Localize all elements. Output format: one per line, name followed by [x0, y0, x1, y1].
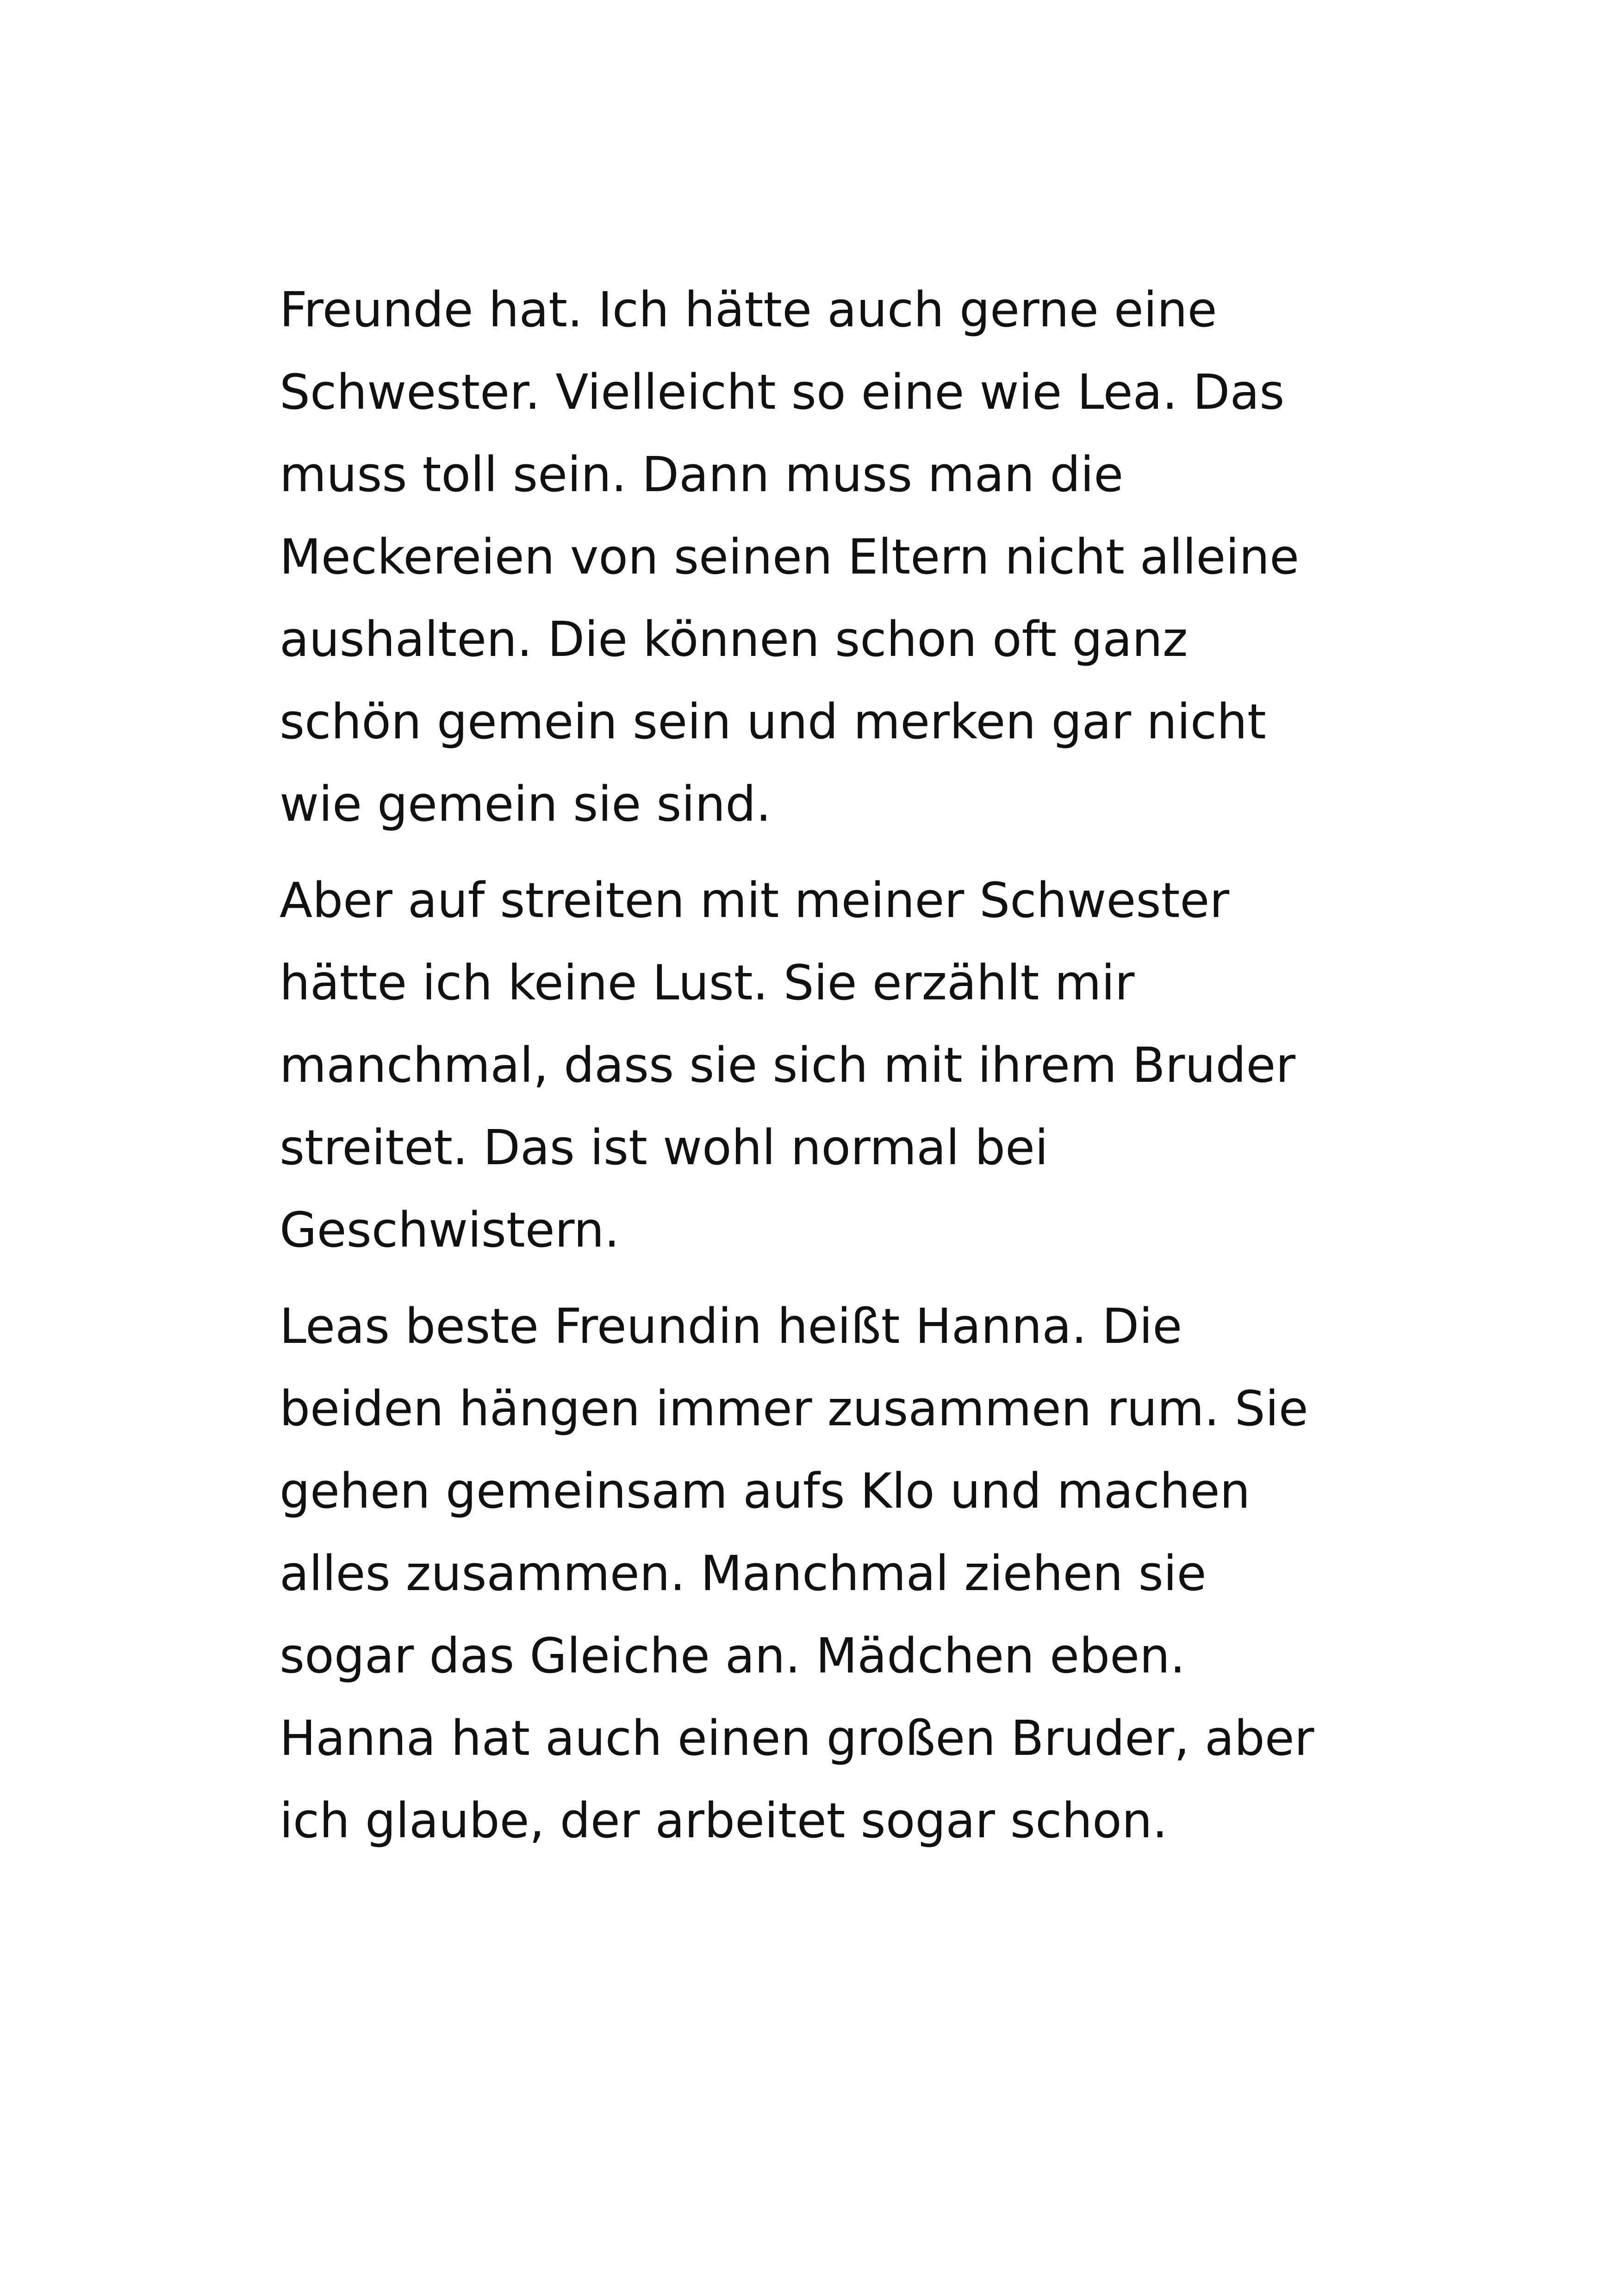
text-line: schön gemein sein und merken gar nicht	[280, 693, 1266, 750]
text-line: ich glaube, der arbeitet sogar schon.	[280, 1792, 1168, 1849]
text-line: Freunde hat. Ich hätte auch gerne eine	[280, 281, 1217, 338]
text-line: beiden hängen immer zusammen rum. Sie	[280, 1380, 1308, 1437]
text-line: hätte ich keine Lust. Sie erzählt mir	[280, 955, 1135, 1011]
text-line: Schwester. Vielleicht so eine wie Lea. Das	[280, 364, 1285, 420]
text-line: Aber auf streiten mit meiner Schwester	[280, 872, 1230, 929]
text-line: muss toll sein. Dann muss man die	[280, 446, 1124, 503]
body-text	[280, 268, 1372, 1862]
text-line: Meckereien von seinen Eltern nicht alleine	[280, 529, 1300, 585]
text-line: streitet. Das ist wohl normal bei	[280, 1119, 1048, 1176]
text-line: alles zusammen. Manchmal ziehen sie	[280, 1545, 1207, 1602]
text-line: Leas beste Freundin heißt Hanna. Die	[280, 1298, 1182, 1354]
text-line: Geschwistern.	[280, 1202, 620, 1258]
text-line: sogar das Gleiche an. Mädchen eben.	[280, 1628, 1186, 1684]
text-line: gehen gemeinsam aufs Klo und machen	[280, 1463, 1251, 1519]
paragraph-1	[280, 268, 1372, 845]
text-line: manchmal, dass sie sich mit ihrem Bruder	[280, 1037, 1296, 1093]
text-line: aushalten. Die können schon oft ganz	[280, 611, 1188, 668]
paragraph-3	[280, 1285, 1372, 1862]
text-line: Hanna hat auch einen großen Bruder, aber	[280, 1710, 1314, 1766]
paragraph-2	[280, 859, 1372, 1271]
text-line: wie gemein sie sind.	[280, 776, 772, 832]
